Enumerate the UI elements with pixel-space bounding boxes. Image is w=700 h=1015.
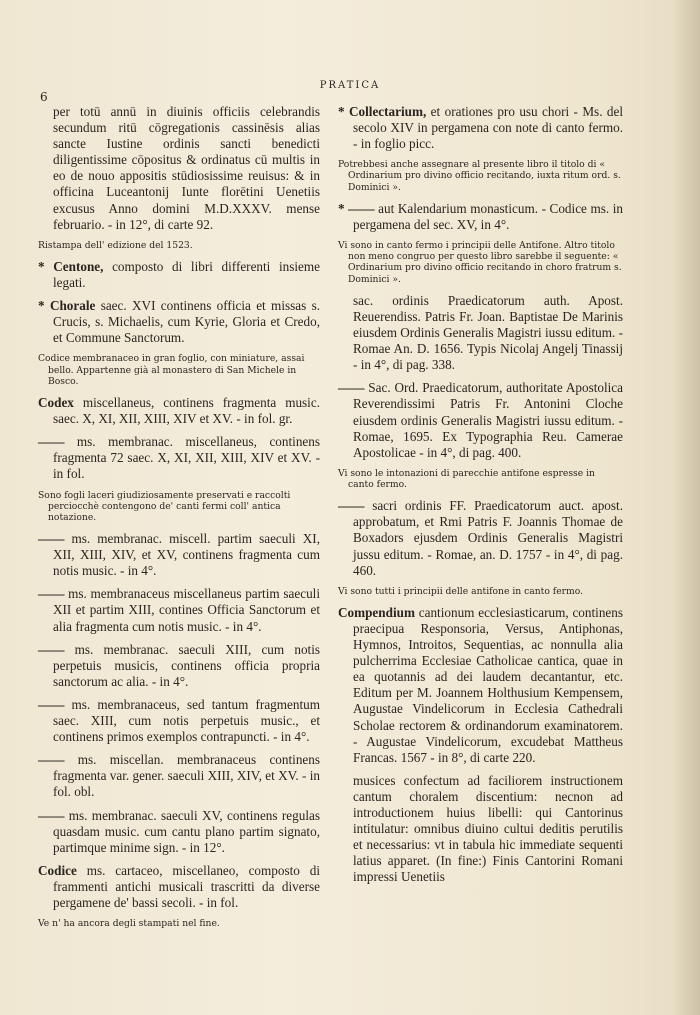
- entry-text: et orationes pro usu chori - Ms. del secolo XIV in pergamena con note di canto fermo. - in foglio picc.: [353, 104, 623, 152]
- entry-star: *: [338, 104, 349, 119]
- catalog-entry-continuation: per totū annū in diuinis officiis celebrandis secundum ritū cōgregationis cassinēsis alias sancte Iustine ordinis sancti benedicti diligentissime cōpositus & ordinatus cū multis in eo de nouo appositis stūdiosissime reuisus: & in officina Luceantonij Iunte florētini Uenetiis excusus Anno domini M.D.XXXV. mense februario. - in 12°, di carte 92.: [53, 104, 320, 232]
- entry-heading: ——: [38, 434, 65, 450]
- entry-text: ms. membranaceus, sed tantum fragmentum saec. XIII, cum notis perpetuis music., et continens primos exemplos contrapuncti. - in 4°.: [53, 696, 320, 745]
- entry-text: ms. membranac. miscell. partim saeculi XI, XII, XIII, XIV, et XV, continens fragmenta cum notis music. - in 4°.: [53, 531, 320, 579]
- entry-heading: ——: [348, 200, 375, 216]
- entry-text: saec. XVI continens officia et missas s. Crucis, s. Michaelis, cum Kyrie, Gloria et Credo, et Commune Sanctorum.: [53, 298, 320, 346]
- catalog-note: Sono fogli laceri giudiziosamente preservati e raccolti perciocchè contengono de' canti fermi coll' antica notazione.: [38, 489, 291, 523]
- entry-star: *: [338, 200, 349, 216]
- entry-text: Sac. Ord. Praedicatorum, authoritate Apostolica Reverendissimi Patris Fr. Antonini Cloche eiusdem ordinis Generalis Magistri iussu editum. - Romae, 1695. Ex Typographia Reu. Camerae Apostolicae - in 4°, di pag. 400.: [353, 380, 623, 460]
- catalog-note: Vi sono in canto fermo i principii delle Antifone. Altro titolo non meno congruo per questo libro sarebbe il seguente: « Ordinarium pro divino officio recitando in choro fratrum s. Dominici ».: [338, 240, 622, 285]
- entry-heading: ——: [338, 498, 365, 514]
- right-column: [338, 104, 623, 893]
- catalog-entry-continuation: musices confectum ad faciliorem instructionem cantum choralem discentium: necnon ad introductionem huius libelli: qui Cantorinus intitulatur: omnibus diuino cultui deditis perutilis et necessarius: vt in tabula hic immediate sequenti latius apparet. (In fine:) Finis Cantorini Romani impressi Uenetiis: [353, 772, 623, 885]
- entry-text: ms. membranaceus miscellaneus partim saeculi XII et partim XIII, contines Officia Sanctorum et alia fragmenta cum notis music. - in 4°.: [53, 586, 320, 634]
- catalog-entry: [338, 201, 623, 233]
- entry-text: ms. membranac. miscellaneus, continens fragmenta 72 saec. X, XI, XII, XIII, XIV et XV. - in fol.: [53, 434, 320, 482]
- entry-text: composto di libri differenti insieme legati.: [53, 258, 321, 291]
- catalog-entry: [38, 697, 320, 745]
- entry-star: *: [38, 258, 54, 274]
- entry-heading: Codex: [38, 395, 74, 411]
- binding-gutter: [672, 0, 700, 1015]
- entry-heading: ——: [38, 696, 65, 712]
- entry-heading: ——: [38, 586, 65, 602]
- catalog-entry: [338, 498, 623, 578]
- entry-heading: ——: [38, 641, 65, 657]
- catalog-entry: [38, 259, 320, 291]
- entry-text: cantionum ecclesiasticarum, continens praecipua Responsoria, Versus, Antiphonas, Hymnos, Introitos, Sequentias, ac nonnulla alia pulcherrima Ecclesiae Catholicae cantica, quae in ea quotannis ad dei laudem decantantur, etc. Editum per M. Joannem Holthusium Kempensem, Augustae Vindelicorum in Ecclesia Cathedrali Scholae rectorem & ordinandorum examinatorem. - Augustae Vindelicorum, excudebat Mattheus Francas. 1567 - in 8°, di carte 220.: [353, 604, 623, 765]
- catalog-entry: [338, 104, 623, 152]
- catalog-entry: [338, 605, 623, 766]
- catalog-entry: [38, 808, 320, 856]
- catalog-note: Ve n' ha ancora degli stampati nel fine.: [38, 918, 220, 930]
- entry-heading: Chorale: [49, 298, 96, 314]
- entry-text: miscellaneus, continens fragmenta music. saec. X, XI, XII, XIII, XIV et XV. - in fol. gr.: [53, 395, 320, 427]
- entry-heading: Centone,: [53, 258, 104, 274]
- entry-heading: Codice: [38, 862, 77, 878]
- catalog-entry: [38, 531, 320, 579]
- catalog-entry: [38, 863, 320, 911]
- entry-text: ms. cartaceo, miscellaneo, composto di frammenti antichi musicali trascritti da diverse pergamene de' bassi secoli. - in fol.: [53, 862, 320, 910]
- catalog-entry: [38, 752, 320, 800]
- entry-heading: ——: [38, 807, 65, 823]
- entry-text: aut Kalendarium monasticum. - Codice ms. in pergamena del sec. XV, in 4°.: [353, 200, 623, 232]
- catalog-note: Codice membranaceo in gran foglio, con miniature, assai bello. Appartenne già al monastero di San Michele in Bosco.: [38, 353, 305, 387]
- entry-text: ms. miscellan. membranaceus continens fragmenta var. gener. saeculi XIII, XIV, et XV. - in fol. obl.: [53, 752, 320, 800]
- entry-text: sacri ordinis FF. Praedicatorum auct. apost. approbatum, et Rmi Patris F. Joannis Thomae de Boxadors ejusdem Ordinis Generalis Magistri jussu editum. - Romae, an. D. 1757 - in 4°, di pag. 460.: [353, 498, 623, 578]
- entry-text: ms. membranac. saeculi XIII, cum notis perpetuis musicis, continens officia propria sanctorum ac alia. - in 4°.: [53, 641, 320, 689]
- catalog-entry: [38, 298, 320, 346]
- entry-heading: ——: [38, 531, 65, 547]
- catalog-entry-continuation: sac. ordinis Praedicatorum auth. Apost. Reuerendiss. Patris Fr. Joan. Baptistae De Marinis eiusdem Ordinis Generalis Magistri iussu editum. - Romae An. D. 1656. Typis Nicolaj Angelj Tinassij - in 4°, di pag. 338.: [353, 292, 623, 373]
- catalog-entry: [338, 380, 623, 460]
- entry-heading: Compendium: [338, 604, 415, 620]
- entry-heading: Collectarium,: [349, 104, 427, 119]
- catalog-entry: [38, 586, 320, 634]
- catalog-entry: [38, 395, 320, 427]
- catalog-note: Ristampa dell' edizione del 1523.: [38, 239, 193, 251]
- left-column: [38, 104, 320, 937]
- catalog-note: Potrebbesi anche assegnare al presente libro il titolo di « Ordinarium pro divino officio recitando, iuxta ritum ord. s. Dominici ».: [338, 159, 621, 193]
- page-number: 6: [40, 90, 48, 104]
- entry-heading: ——: [38, 752, 65, 768]
- catalog-note: Vi sono tutti i principii delle antifone in canto fermo.: [338, 585, 584, 597]
- entry-star: *: [38, 298, 50, 314]
- catalog-entry: [38, 642, 320, 690]
- running-head: PRATICA: [319, 80, 381, 91]
- entry-text: ms. membranac. saeculi XV, continens regulas quasdam music. cum cantu plano partim signato, partimque minime sign. - in 12°.: [53, 807, 320, 855]
- entry-heading: ——: [338, 380, 365, 396]
- catalog-note: Vi sono le intonazioni di parecchie antifone espresse in canto fermo.: [338, 467, 595, 491]
- catalog-entry: [38, 434, 320, 482]
